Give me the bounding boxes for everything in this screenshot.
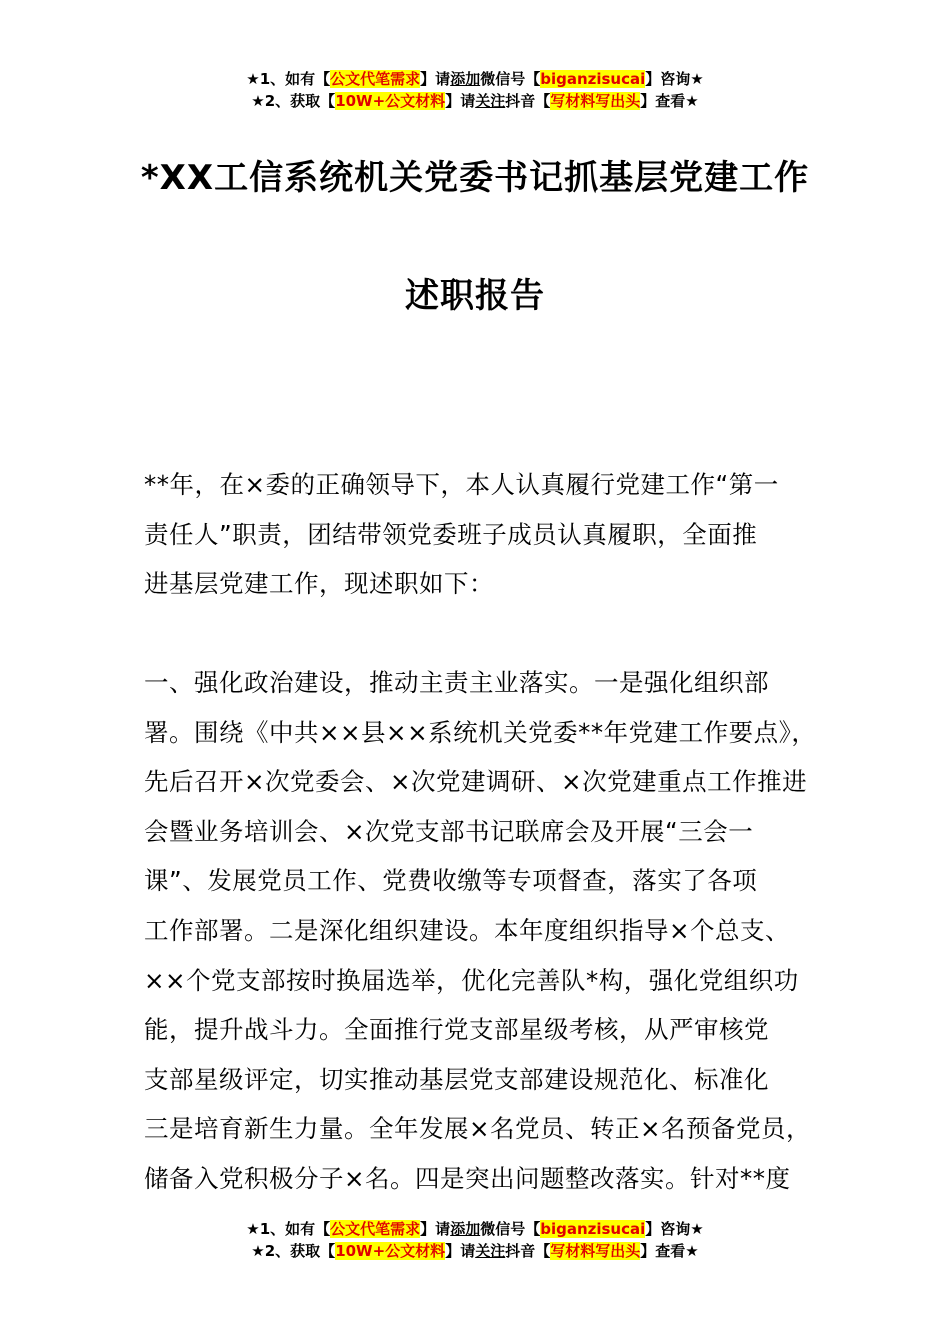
- paragraph-line: 储备入党积极分子×名。四是突出问题整改落实。针对**度: [144, 1163, 791, 1193]
- banner-text: 】请: [420, 1220, 451, 1238]
- banner-text: 】咨询★: [645, 70, 704, 88]
- header-ad-banner: [0, 68, 950, 112]
- header-ad-line-2: [0, 90, 950, 112]
- document-title-line-1: *XX工信系统机关党委书记抓基层党建工作: [140, 158, 810, 198]
- banner-underlined-text: 添加: [450, 70, 481, 88]
- header-ad-line-1: [0, 68, 950, 90]
- banner-highlight-douyin: 写材料写出头: [550, 92, 641, 110]
- banner-underlined-text: 关注: [475, 1242, 506, 1260]
- paragraph-line: 能，提升战斗力。全面推行党支部星级考核，从严审核党: [144, 1015, 769, 1045]
- banner-text: ★2、获取【: [251, 92, 336, 110]
- paragraph-line: ××个党支部按时换届选举，优化完善队*构，强化党组织功: [144, 965, 799, 995]
- paragraph-line: **年，在×委的正确领导下，本人认真履行党建工作“第一: [144, 470, 779, 499]
- banner-text: 微信号【: [480, 70, 541, 88]
- banner-text: ★1、如有【: [246, 1220, 331, 1238]
- banner-underlined-text: 添加: [450, 1220, 481, 1238]
- banner-text: 抖音【: [505, 1242, 551, 1260]
- footer-ad-line-2: [0, 1240, 950, 1262]
- banner-text: 】请: [445, 1242, 476, 1260]
- footer-ad-banner: [0, 1218, 950, 1262]
- banner-highlight-materials: 10W+公文材料: [335, 92, 446, 110]
- banner-text: ★2、获取【: [251, 1242, 336, 1260]
- banner-text: 】查看★: [640, 92, 699, 110]
- banner-highlight-douyin: 写材料写出头: [550, 1242, 641, 1260]
- banner-highlight-service: 公文代笔需求: [330, 1220, 421, 1238]
- banner-highlight-materials: 10W+公文材料: [335, 1242, 446, 1260]
- banner-text: 抖音【: [505, 92, 551, 110]
- document-title-line-2: 述职报告: [405, 276, 545, 316]
- intro-paragraph: [144, 460, 834, 609]
- paragraph-line: 一、强化政治建设，推动主责主业落实。一是强化组织部: [144, 668, 769, 697]
- banner-highlight-wechat-id: biganzisucai: [540, 70, 646, 88]
- paragraph-line: 责任人”职责，团结带领党委班子成员认真履职，全面推: [144, 519, 758, 549]
- paragraph-line: 支部星级评定，切实推动基层党支部建设规范化、标准化: [144, 1064, 769, 1094]
- paragraph-line: 署。围绕《中共××县××系统机关党委**年党建工作要点》，: [144, 717, 817, 747]
- banner-text: 】请: [420, 70, 451, 88]
- paragraph-line: 三是培育新生力量。全年发展×名党员、转正×名预备党员，: [144, 1114, 812, 1144]
- banner-underlined-text: 关注: [475, 92, 506, 110]
- section-one-paragraph: [144, 658, 834, 1204]
- banner-text: 】咨询★: [645, 1220, 704, 1238]
- paragraph-line: 会暨业务培训会、×次党支部书记联席会及开展“三会一: [144, 816, 754, 846]
- banner-text: 】请: [445, 92, 476, 110]
- banner-highlight-wechat-id: biganzisucai: [540, 1220, 646, 1238]
- banner-text: 】查看★: [640, 1242, 699, 1260]
- paragraph-line: 工作部署。二是深化组织建设。本年度组织指导×个总支、: [144, 915, 791, 945]
- paragraph-line: 先后召开×次党委会、×次党建调研、×次党建重点工作推进: [144, 767, 808, 797]
- paragraph-line: 进基层党建工作，现述职如下：: [144, 569, 494, 599]
- banner-highlight-service: 公文代笔需求: [330, 70, 421, 88]
- footer-ad-line-1: [0, 1218, 950, 1240]
- paragraph-line: 课”、发展党员工作、党费收缴等专项督查，落实了各项: [144, 866, 758, 896]
- banner-text: 微信号【: [480, 1220, 541, 1238]
- banner-text: ★1、如有【: [246, 70, 331, 88]
